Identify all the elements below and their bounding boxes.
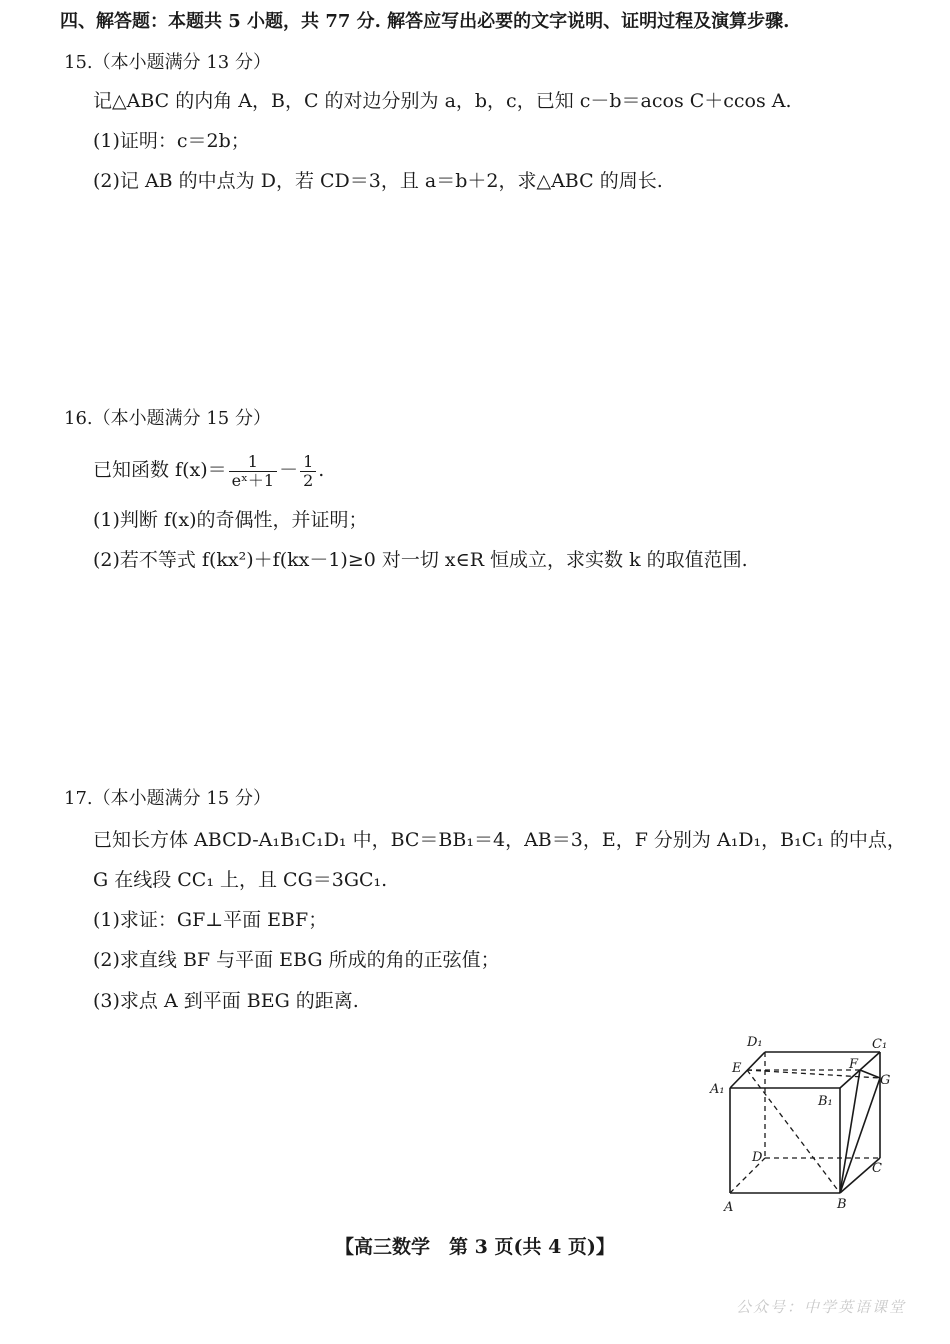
label-c: C [872, 1161, 882, 1176]
label-d: D [752, 1150, 763, 1165]
q17-stem-line1: 已知长方体 ABCD-A₁B₁C₁D₁ 中，BC＝BB₁＝4，AB＝3，E，F 分别为 A₁D₁，B₁C₁ 的中点， [93, 829, 906, 851]
q16-part1: (1)判断 f(x)的奇偶性，并证明； [93, 509, 368, 531]
segment-b-f [840, 1070, 860, 1193]
q16-stem-prefix: 已知函数 f(x)＝ [93, 459, 227, 481]
q16-fraction-1-numerator: 1 [229, 453, 277, 472]
q17-stem-line2: G 在线段 CC₁ 上，且 CG＝3GC₁. [93, 869, 388, 891]
label-b1: B₁ [818, 1094, 833, 1109]
label-e: E [732, 1061, 742, 1076]
q16-fraction-2-denominator: 2 [303, 470, 314, 490]
q16-title: 16.（本小题满分 15 分） [64, 408, 271, 429]
q16-minus: － [279, 459, 299, 481]
q15-part2: (2)记 AB 的中点为 D，若 CD＝3，且 a＝b＋2，求△ABC 的周长. [93, 170, 663, 192]
label-g: G [880, 1073, 891, 1088]
q16-stem [93, 448, 324, 492]
segment-f-g [860, 1070, 880, 1078]
label-f: F [849, 1057, 859, 1072]
q17-part3: (3)求点 A 到平面 BEG 的距离. [93, 990, 359, 1012]
q17-title: 17.（本小题满分 15 分） [64, 788, 271, 809]
cuboid-figure [700, 1030, 900, 1220]
q16-part2: (2)若不等式 f(kx²)＋f(kx－1)≥0 对一切 x∈R 恒成立，求实数 k 的取值范围. [93, 549, 748, 571]
label-a: A [724, 1200, 734, 1215]
q15-stem: 记△ABC 的内角 A，B，C 的对边分别为 a，b，c，已知 c－b＝acos C＋ccos A. [93, 90, 792, 112]
label-c1: C₁ [872, 1037, 888, 1052]
q15-title: 15.（本小题满分 13 分） [64, 52, 271, 73]
q16-fraction-1 [229, 453, 277, 490]
page-footer: 【高三数学 第 3 页(共 4 页)】 [335, 1236, 615, 1258]
q17-part2: (2)求直线 BF 与平面 EBG 所成的角的正弦值； [93, 949, 500, 971]
label-a1: A₁ [710, 1082, 725, 1097]
label-b: B [837, 1197, 847, 1212]
section-header: 四、解答题：本题共 5 小题，共 77 分. 解答应写出必要的文字说明、证明过程及演算步骤. [60, 11, 790, 32]
q15-part1: (1)证明：c＝2b； [93, 130, 250, 152]
q16-fraction-1-denominator: eˣ＋1 [231, 470, 275, 490]
watermark: 公众号：中学英语课堂 [735, 1298, 906, 1316]
label-d1: D₁ [747, 1035, 763, 1050]
q17-part1: (1)求证：GF⊥平面 EBF； [93, 909, 328, 931]
q16-fraction-2 [300, 453, 316, 490]
q16-fraction-2-numerator: 1 [300, 453, 316, 472]
q16-stem-suffix: . [318, 459, 325, 481]
